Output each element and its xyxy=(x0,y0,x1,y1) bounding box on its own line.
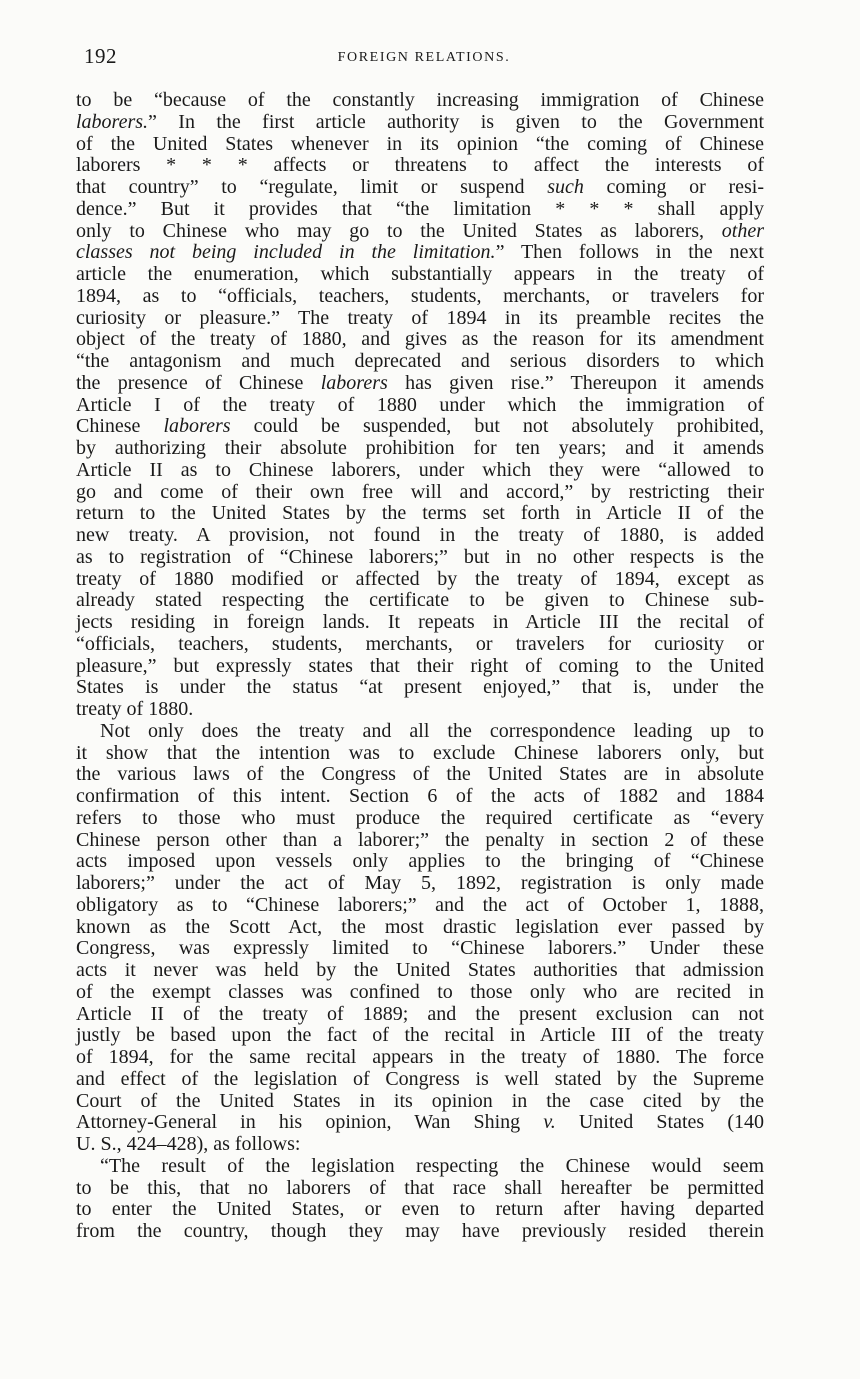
text-line xyxy=(76,1091,764,1113)
text-segment: refers to those who must produce the required certificate as “every xyxy=(76,806,764,829)
text-line xyxy=(76,90,764,112)
text-line xyxy=(76,242,764,264)
text-line xyxy=(76,199,764,221)
text-line xyxy=(76,264,764,286)
italic-text: v. xyxy=(543,1111,556,1134)
text-segment: ” Then follows in the next xyxy=(495,241,764,264)
text-line xyxy=(76,503,764,525)
text-line xyxy=(76,851,764,873)
text-line xyxy=(76,308,764,330)
text-segment: Court of the United States in its opinion in the case cited by the xyxy=(76,1089,764,1112)
text-segment: has given rise.” Thereupon it amends xyxy=(387,371,765,394)
text-line xyxy=(76,1221,764,1243)
text-line xyxy=(76,960,764,982)
text-line xyxy=(76,917,764,939)
text-segment: dence.” But it provides that “the limitation * * * shall apply xyxy=(76,197,764,220)
text-line xyxy=(76,1004,764,1026)
text-segment: acts it never was held by the United States authorities that admission xyxy=(76,959,764,981)
text-line xyxy=(76,721,764,743)
italic-text: laborers xyxy=(163,415,231,438)
text-segment: from the country, though they may have previously resided therein xyxy=(76,1220,764,1242)
text-segment: ” In the first article authority is given to the Government xyxy=(148,110,764,133)
text-segment: by authorizing their absolute prohibition for ten years; and it amends xyxy=(76,437,764,459)
text-segment: obligatory as to “Chinese laborers;” and the act of October 1, 1888, xyxy=(76,893,764,916)
text-line xyxy=(76,743,764,765)
text-segment: treaty of 1880. xyxy=(76,698,194,720)
text-line xyxy=(76,1025,764,1047)
text-segment: of the United States whenever in its opinion “the coming of Chinese xyxy=(76,132,764,155)
text-segment: treaty of 1880 modified or affected by the treaty of 1894, except as xyxy=(76,567,764,590)
text-line xyxy=(76,525,764,547)
text-line xyxy=(76,808,764,830)
text-line xyxy=(76,938,764,960)
text-line xyxy=(76,547,764,569)
text-line xyxy=(76,764,764,786)
text-segment: States is under the status “at present enjoyed,” that is, under the xyxy=(76,676,764,699)
text-segment: object of the treaty of 1880, and gives as the reason for its amendment xyxy=(76,328,764,351)
text-segment: U. S., 424–428), as follows: xyxy=(76,1133,301,1155)
text-line xyxy=(76,1112,764,1134)
text-segment: “officials, teachers, students, merchants, or travelers for curiosity or xyxy=(76,632,764,655)
text-line xyxy=(76,112,764,134)
text-segment: it show that the intention was to exclude Chinese laborers only, but xyxy=(76,741,764,764)
text-line xyxy=(76,134,764,156)
text-segment: return to the United States by the terms set forth in Article II of the xyxy=(76,502,764,525)
text-line xyxy=(76,373,764,395)
text-line xyxy=(76,612,764,634)
text-segment: article the enumeration, which substantially appears in the treaty of xyxy=(76,263,764,285)
text-segment: coming or resi- xyxy=(583,176,764,198)
text-segment: 1894, as to “officials, teachers, students, merchants, or travelers for xyxy=(76,284,764,307)
text-segment: pleasure,” but expressly states that their right of coming to the United xyxy=(76,654,764,677)
italic-text: classes not being included in the limitation. xyxy=(76,241,496,264)
text-segment: already stated respecting the certificate to be given to Chinese sub- xyxy=(76,589,764,612)
text-segment: Not only does the treaty and all the correspondence leading up to xyxy=(100,719,764,742)
text-line xyxy=(76,438,764,460)
body-text xyxy=(76,90,764,1243)
text-segment: the presence of Chinese xyxy=(76,371,321,394)
italic-text: other xyxy=(721,219,764,242)
text-line xyxy=(76,177,764,199)
text-line xyxy=(76,656,764,678)
italic-text: laborers xyxy=(320,371,388,394)
text-segment: of the exempt classes was confined to those only who are recited in xyxy=(76,980,764,1003)
text-segment: acts imposed upon vessels only applies to the bringing of “Chinese xyxy=(76,850,764,873)
running-head: FOREIGN RELATIONS. xyxy=(337,50,511,65)
text-segment: confirmation of this intent. Section 6 of the acts of 1882 and 1884 xyxy=(76,785,764,807)
text-segment: go and come of their own free will and accord,” by restricting their xyxy=(76,480,764,503)
text-segment: of 1894, for the same recital appears in the treaty of 1880. The force xyxy=(76,1046,764,1068)
text-line xyxy=(76,482,764,504)
text-line xyxy=(76,1134,764,1156)
text-segment: laborers;” under the act of May 5, 1892, registration is only made xyxy=(76,872,764,894)
text-segment: only to Chinese who may go to the United States as laborers, xyxy=(76,219,722,242)
text-segment: Article I of the treaty of 1880 under which the immigration of xyxy=(76,393,764,416)
text-segment: Chinese person other than a laborer;” the penalty in section 2 of these xyxy=(76,828,764,851)
text-line xyxy=(76,155,764,177)
text-line xyxy=(76,221,764,243)
text-segment: could be suspended, but not absolutely prohibited, xyxy=(230,415,764,438)
text-line xyxy=(76,460,764,482)
text-segment: as to registration of “Chinese laborers;” but in no other respects is the xyxy=(76,545,764,568)
text-line xyxy=(76,1178,764,1200)
text-segment: to enter the United States, or even to return after having departed xyxy=(76,1198,764,1221)
text-line xyxy=(76,395,764,417)
text-segment: jects residing in foreign lands. It repeats in Article III the recital of xyxy=(76,611,764,633)
text-line xyxy=(76,1156,764,1178)
text-line xyxy=(76,895,764,917)
text-line xyxy=(76,982,764,1004)
italic-text: such xyxy=(547,176,584,198)
text-segment: justly be based upon the fact of the recital in Article III of the treaty xyxy=(76,1024,764,1047)
text-line xyxy=(76,351,764,373)
text-segment: known as the Scott Act, the most drastic legislation ever passed by xyxy=(76,915,764,938)
text-segment: Article II of the treaty of 1889; and the present exclusion can not xyxy=(76,1002,764,1025)
text-line xyxy=(76,286,764,308)
text-line xyxy=(76,329,764,351)
page-number: 192 xyxy=(84,44,117,68)
text-segment: “The result of the legislation respecting the Chinese would seem xyxy=(100,1154,764,1177)
text-line xyxy=(76,786,764,808)
text-segment: the various laws of the Congress of the United States are in absolute xyxy=(76,763,764,786)
text-line xyxy=(76,1047,764,1069)
text-line xyxy=(76,830,764,852)
text-segment: United States (140 xyxy=(555,1111,764,1134)
text-segment: that country” to “regulate, limit or suspend xyxy=(76,176,548,198)
text-line xyxy=(76,1069,764,1091)
text-line xyxy=(76,873,764,895)
text-segment: Article II as to Chinese laborers, under which they were “allowed to xyxy=(76,458,764,481)
text-segment: to be “because of the constantly increasing immigration of Chinese xyxy=(76,89,764,111)
text-segment: curiosity or pleasure.” The treaty of 1894 in its preamble recites the xyxy=(76,306,764,329)
text-line xyxy=(76,634,764,656)
text-segment: Congress, was expressly limited to “Chinese laborers.” Under these xyxy=(76,937,764,960)
italic-text: laborers. xyxy=(76,110,149,133)
text-line xyxy=(76,569,764,591)
text-segment: new treaty. A provision, not found in the treaty of 1880, is added xyxy=(76,524,764,546)
text-line xyxy=(76,590,764,612)
text-line xyxy=(76,416,764,438)
text-line xyxy=(76,677,764,699)
page-header xyxy=(84,44,764,74)
text-line xyxy=(76,1199,764,1221)
text-line xyxy=(76,699,764,721)
text-segment: to be this, that no laborers of that race shall hereafter be permitted xyxy=(76,1176,764,1199)
text-segment: Chinese xyxy=(76,415,164,438)
text-segment: and effect of the legislation of Congress is well stated by the Supreme xyxy=(76,1067,764,1090)
text-segment: “the antagonism and much deprecated and serious disorders to which xyxy=(76,350,764,372)
text-segment: Attorney-General in his opinion, Wan Shing xyxy=(76,1111,544,1134)
text-segment: laborers * * * affects or threatens to affect the interests of xyxy=(76,154,764,177)
